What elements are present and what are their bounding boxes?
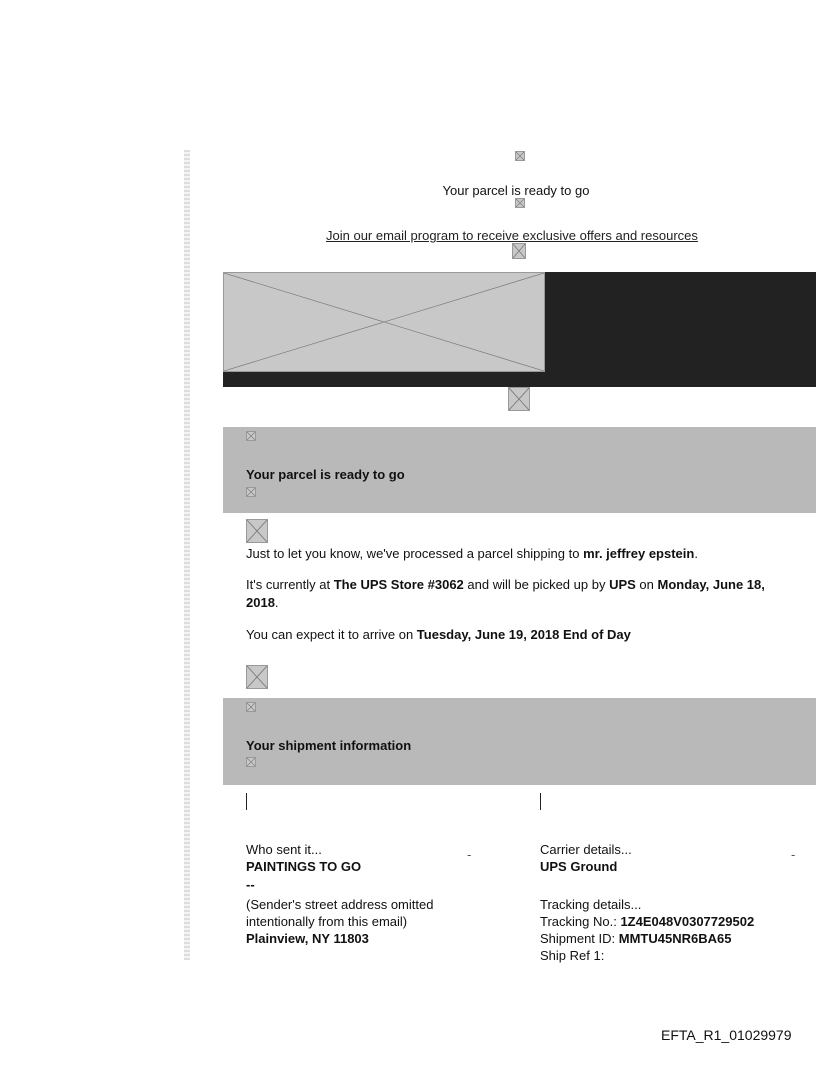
hero-image-placeholder <box>223 272 545 372</box>
broken-image-icon <box>246 431 256 441</box>
notice-paragraph: Just to let you know, we've processed a parcel shipping to mr. jeffrey epstein. <box>246 546 698 561</box>
sender-name: PAINTINGS TO GO <box>246 859 362 874</box>
section-heading: Your parcel is ready to go <box>246 467 405 482</box>
spacer-line <box>246 793 247 810</box>
tracking-label: Tracking details... <box>540 897 642 912</box>
broken-image-icon <box>246 665 268 689</box>
sender-note: intentionally from this email) <box>246 914 408 929</box>
header-title: Your parcel is ready to go <box>442 183 590 198</box>
broken-image-icon <box>246 702 256 712</box>
broken-image-icon <box>246 487 256 497</box>
broken-image-icon <box>246 757 256 767</box>
shipment-id: Shipment ID: MMTU45NR6BA65 <box>540 931 732 946</box>
sender-label: Who sent it... <box>246 842 322 857</box>
broken-image-icon <box>246 519 268 543</box>
broken-image-icon <box>508 387 530 411</box>
broken-image-icon <box>515 198 525 208</box>
pickup-paragraph-cont: 2018. <box>246 595 279 610</box>
broken-image-icon <box>515 151 525 161</box>
ship-ref: Ship Ref 1: <box>540 948 605 963</box>
tracking-number: Tracking No.: 1Z4E048V0307729502 <box>540 914 755 929</box>
carrier-service: UPS Ground <box>540 859 618 874</box>
spacer-line <box>540 793 541 810</box>
document-id: EFTA_R1_01029979 <box>661 1027 792 1043</box>
broken-image-icon <box>512 243 526 259</box>
arrival-paragraph: You can expect it to arrive on Tuesday, June 19, 2018 End of Day <box>246 627 631 642</box>
sender-dash: -- <box>246 877 255 892</box>
column-dash: - <box>791 847 796 862</box>
left-margin-bar <box>184 150 190 960</box>
column-dash: - <box>467 847 472 862</box>
carrier-label: Carrier details... <box>540 842 632 857</box>
section-heading: Your shipment information <box>246 738 412 753</box>
sender-location: Plainview, NY 11803 <box>246 931 369 946</box>
sender-note: (Sender's street address omitted <box>246 897 434 912</box>
email-program-link[interactable]: Join our email program to receive exclusive offers and resources <box>326 228 698 243</box>
pickup-paragraph: It's currently at The UPS Store #3062 and will be picked up by UPS on Monday, June 18, <box>246 577 765 592</box>
